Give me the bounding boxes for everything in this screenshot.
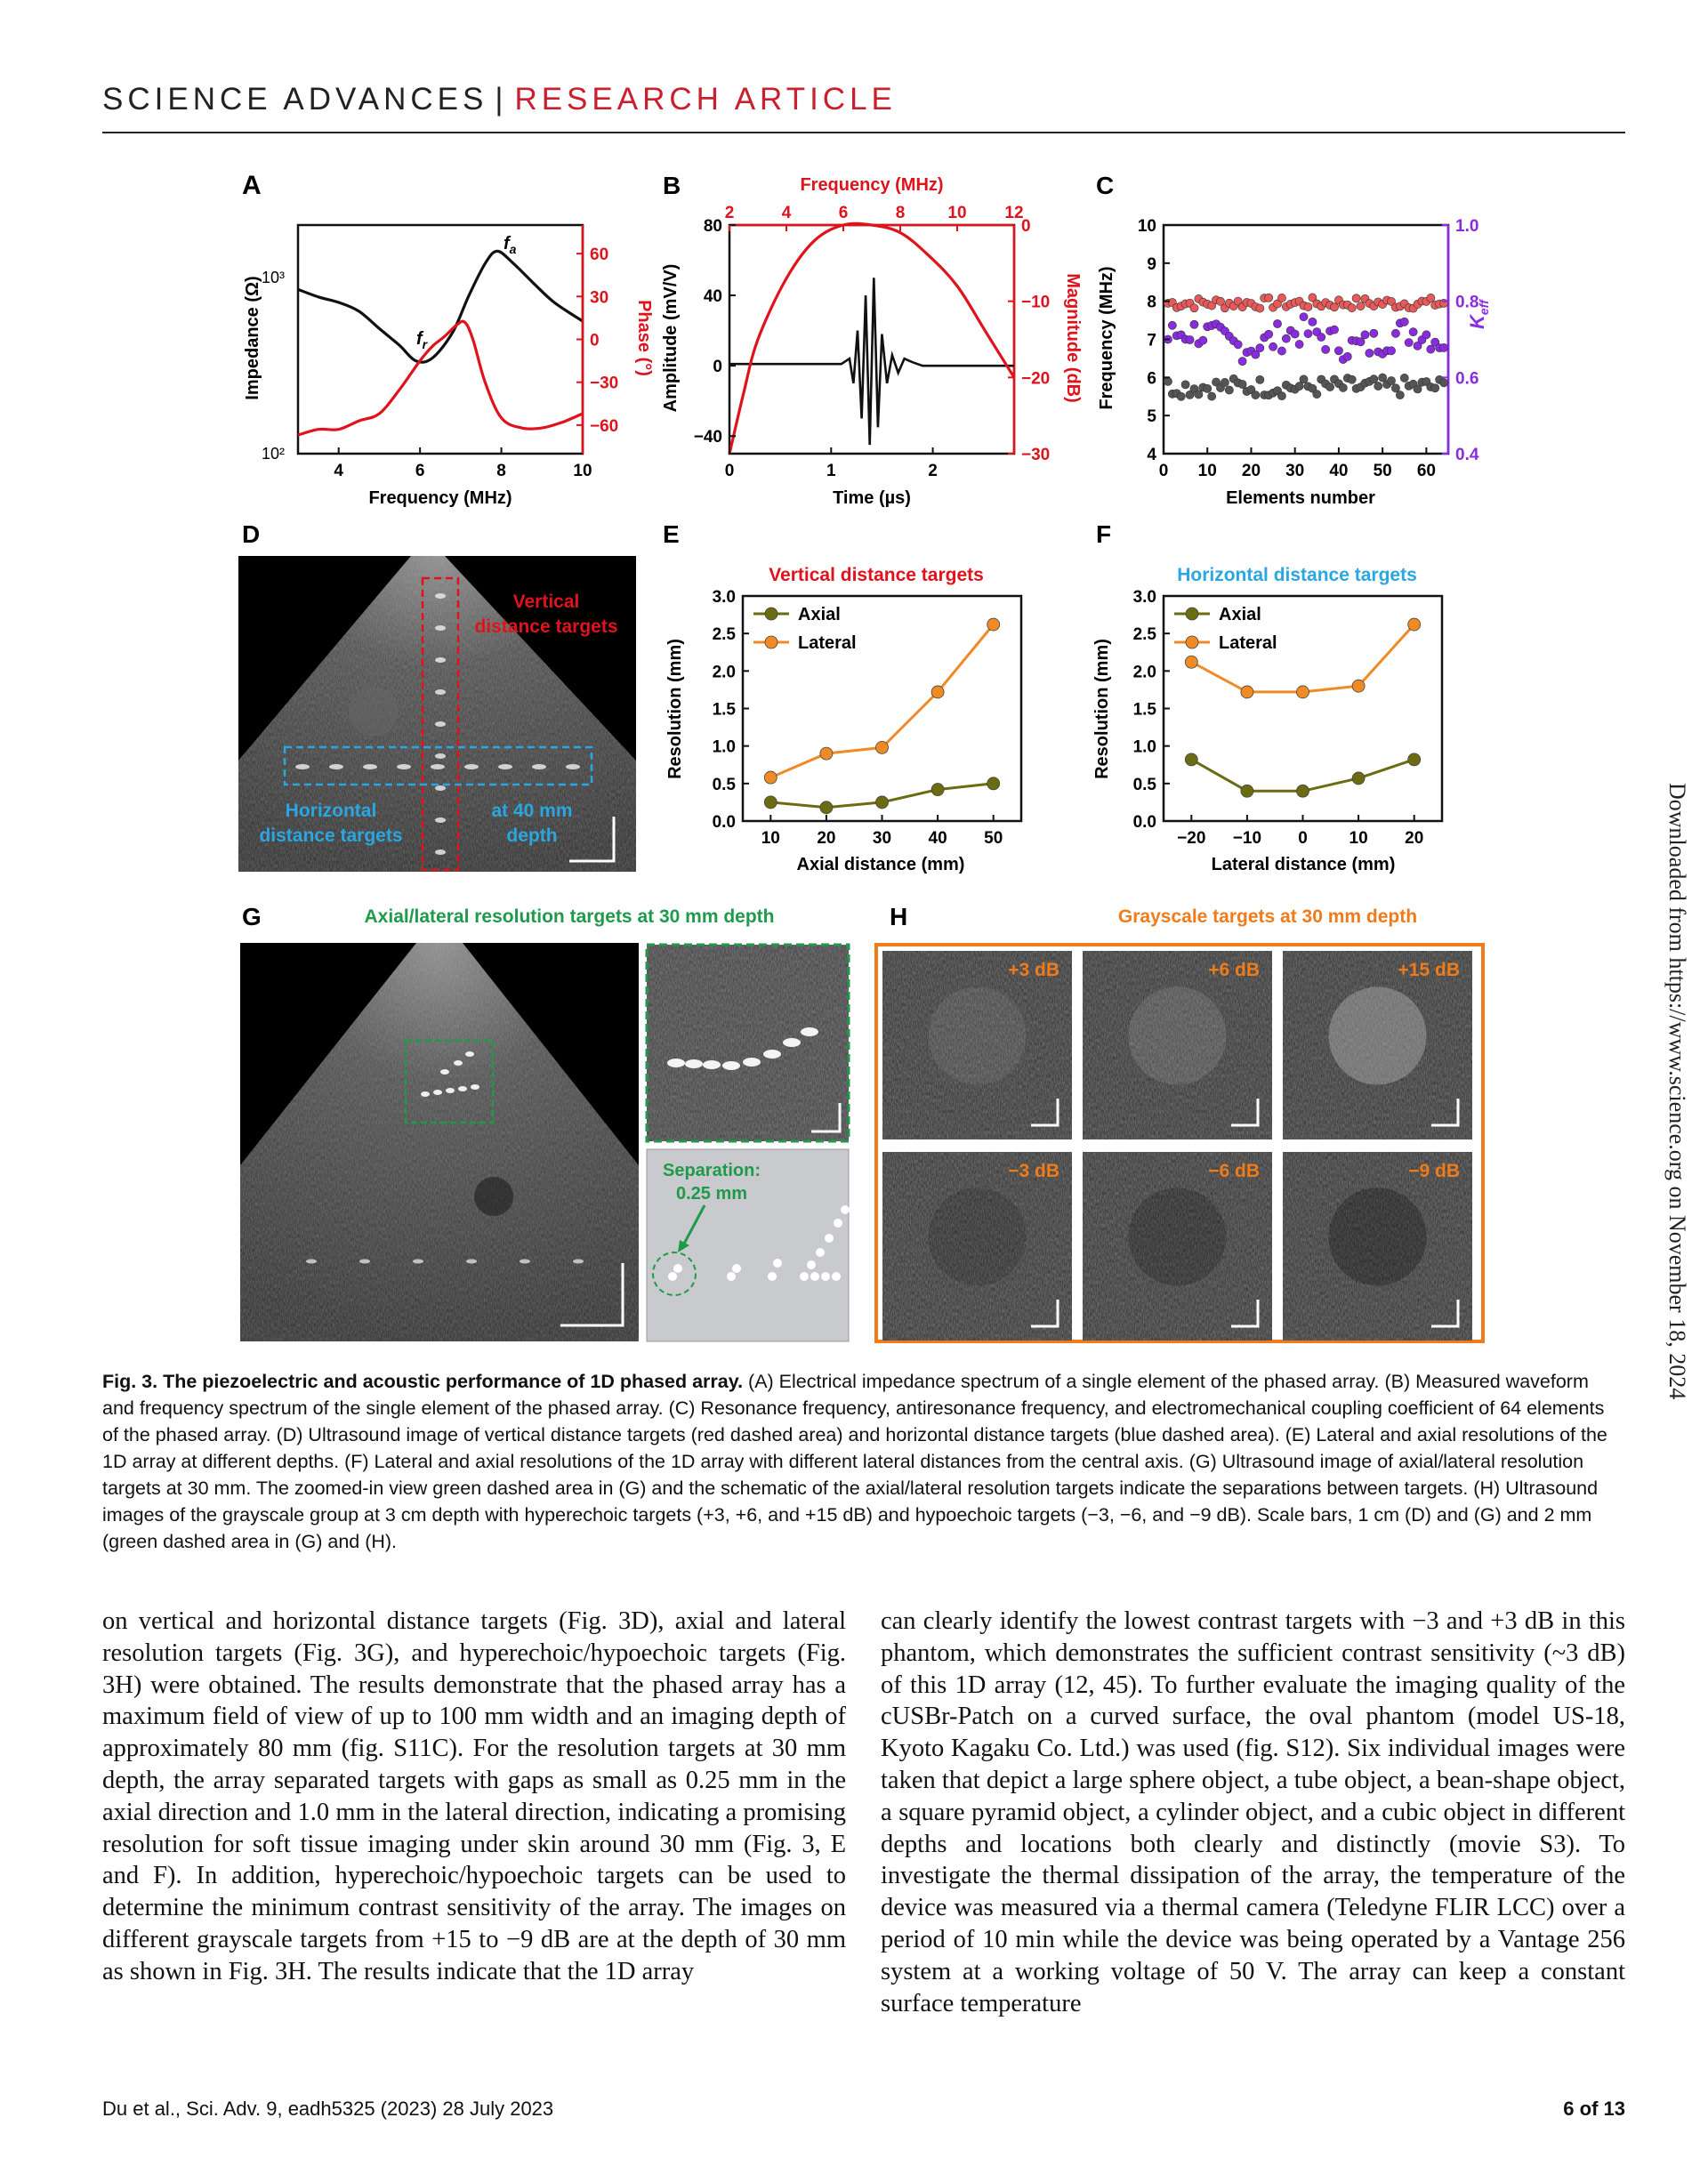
c-point-series-2	[1221, 378, 1229, 386]
e-ytick-label: 1.5	[712, 700, 736, 720]
b-x2label: Frequency (MHz)	[800, 175, 944, 195]
g-resolution-target	[465, 1051, 474, 1057]
h-cell-label: −9 dB	[1408, 1161, 1460, 1181]
c-point-series-0	[1265, 294, 1273, 302]
e-ytick-label: 0.0	[712, 813, 736, 832]
g-cyst-target	[474, 1177, 513, 1216]
e-xtick-label: 30	[872, 829, 892, 848]
g-resolution-target	[446, 1088, 455, 1093]
h-cell-label: +6 dB	[1208, 960, 1260, 980]
h-cell-label: −3 dB	[1008, 1161, 1059, 1181]
c-point-series-2	[1348, 375, 1356, 383]
c-point-series-2	[1339, 383, 1347, 391]
f-legend-label: Lateral	[1219, 633, 1277, 653]
d-horizontal-target	[464, 764, 479, 769]
c-point-series-1	[1366, 349, 1374, 357]
c-point-series-2	[1325, 382, 1333, 391]
d-vertical-target	[435, 625, 446, 631]
c-xtick-label: 40	[1329, 462, 1349, 480]
a-xtick-label: 10	[573, 462, 592, 480]
c-point-series-0	[1190, 304, 1198, 312]
b-x2tick-label: 10	[947, 204, 967, 222]
c-point-series-0	[1304, 302, 1312, 310]
h-cell-label: −6 dB	[1208, 1161, 1260, 1181]
f-xlabel: Lateral distance (mm)	[1211, 855, 1396, 874]
c-point-series-2	[1277, 392, 1285, 400]
c-point-series-2	[1370, 375, 1378, 383]
d-horizontal-target	[498, 764, 512, 769]
c-point-series-1	[1238, 358, 1246, 366]
c-point-series-1	[1370, 329, 1378, 337]
g-zoom-speckle	[647, 945, 849, 1141]
c-point-series-1	[1295, 340, 1303, 348]
f-ytick-label: 0.5	[1132, 775, 1156, 794]
f-point-axial	[1297, 785, 1309, 797]
e-point-axial	[820, 801, 833, 814]
c-point-series-1	[1322, 345, 1330, 353]
g-schematic-dot	[727, 1272, 736, 1281]
f-xtick-label: 0	[1298, 829, 1308, 848]
g-resolution-target	[440, 1069, 449, 1075]
b-ytick-label: 0	[713, 358, 722, 377]
a-xtick-label: 6	[415, 462, 425, 480]
section-name: RESEARCH ARTICLE	[514, 82, 897, 117]
g-resolution-target	[421, 1091, 430, 1097]
f-ytick-label: 1.5	[1132, 700, 1156, 720]
g-deep-target	[359, 1260, 370, 1264]
c-point-series-1	[1330, 326, 1338, 334]
b-x2tick-label: 4	[781, 204, 792, 222]
c-point-series-2	[1252, 391, 1260, 399]
f-ytick-label: 1.0	[1132, 737, 1156, 757]
f-point-lateral	[1185, 656, 1197, 668]
c-point-series-1	[1199, 336, 1207, 344]
d-horizontal-target	[431, 764, 445, 769]
g-deep-target	[573, 1260, 584, 1264]
c-point-series-2	[1208, 392, 1216, 400]
g-deep-target	[466, 1260, 477, 1264]
f-legend-marker	[1186, 636, 1198, 648]
e-point-lateral	[820, 747, 833, 760]
e-legend-marker	[765, 608, 777, 620]
c-point-series-0	[1439, 299, 1447, 307]
f-point-lateral	[1241, 686, 1253, 698]
c-point-series-1	[1422, 331, 1430, 339]
c-point-series-2	[1181, 381, 1189, 389]
g-deep-target	[520, 1260, 530, 1264]
d-vertical-target	[435, 721, 446, 727]
e-ytick-label: 2.0	[712, 663, 736, 682]
e-xtick-label: 40	[928, 829, 947, 848]
d-cyst-target	[349, 687, 399, 737]
g-separation-label: Separation:	[662, 1161, 761, 1180]
f-point-axial	[1408, 753, 1421, 766]
d-horizontal-target	[566, 764, 580, 769]
panel-f-chart	[1092, 565, 1442, 874]
g-resolution-target	[433, 1090, 442, 1095]
g-zoom-target	[763, 1050, 781, 1059]
c-ytick-label: 5	[1147, 407, 1156, 427]
c-point-series-0	[1256, 304, 1264, 312]
e-point-axial	[987, 777, 1000, 790]
download-notice	[1664, 783, 1699, 1405]
h-cell-label: +15 dB	[1398, 960, 1460, 980]
footer-page: 6 of 13	[1563, 2098, 1625, 2120]
b-xtick-label: 0	[724, 462, 735, 480]
b-y2tick-label: −20	[1021, 369, 1051, 389]
f-ytick-label: 2.0	[1132, 663, 1156, 682]
d-horizontal-label-1: Horizontal	[285, 801, 377, 821]
c-xtick-label: 20	[1241, 462, 1261, 480]
c-point-series-1	[1300, 313, 1308, 321]
c-xtick-label: 60	[1416, 462, 1436, 480]
g-schematic-dot	[821, 1272, 830, 1281]
c-point-series-2	[1396, 391, 1404, 399]
a-y2tick-label: 60	[590, 246, 609, 265]
g-schematic-dot	[800, 1272, 809, 1281]
b-ylabel: Amplitude (mV/V)	[661, 263, 681, 413]
g-schematic-dot	[841, 1205, 850, 1214]
g-schematic-dot	[807, 1260, 816, 1269]
b-xlabel: Time (µs)	[833, 488, 911, 508]
h-grayscale-target	[929, 1188, 1027, 1285]
c-xtick-label: 10	[1197, 462, 1217, 480]
b-y2tick-label: 0	[1021, 217, 1031, 236]
g-schematic-dot	[773, 1259, 782, 1268]
a-y2tick-label: 30	[590, 288, 609, 308]
a-ytick-100: 10²	[261, 445, 285, 463]
f-ytick-label: 3.0	[1132, 588, 1156, 607]
panel-letter-f: F	[1096, 520, 1112, 548]
g-schematic-dot	[732, 1264, 741, 1273]
c-point-series-1	[1317, 333, 1325, 341]
f-xtick-label: −10	[1232, 829, 1262, 848]
panel-letter-g: G	[242, 903, 262, 930]
e-point-lateral	[876, 741, 889, 753]
c-point-series-2	[1204, 384, 1212, 392]
c-point-series-1	[1334, 347, 1342, 355]
a-y2tick-label: −30	[590, 374, 619, 393]
c-ytick-label: 7	[1147, 331, 1156, 350]
c-ytick-label: 10	[1137, 217, 1156, 236]
a-annotation-fa: $f_a$	[504, 234, 517, 256]
b-x2tick-label: 2	[724, 204, 735, 222]
c-point-series-1	[1343, 352, 1351, 360]
e-legend-marker	[765, 636, 777, 648]
panel-e-chart	[665, 565, 1021, 874]
h-grayscale-target	[1329, 1188, 1427, 1285]
e-title: Vertical distance targets	[769, 565, 984, 585]
panel-g-ultrasound	[240, 906, 850, 1341]
h-grayscale-target	[1129, 986, 1227, 1084]
f-point-axial	[1185, 753, 1197, 766]
c-point-series-1	[1439, 343, 1447, 351]
e-point-axial	[764, 796, 777, 809]
c-point-series-0	[1330, 303, 1338, 311]
c-point-series-2	[1295, 382, 1303, 391]
c-point-series-2	[1439, 379, 1447, 387]
c-point-series-1	[1400, 318, 1408, 326]
c-point-series-1	[1265, 330, 1273, 338]
c-point-series-1	[1357, 338, 1365, 346]
h-title: Grayscale targets at 30 mm depth	[1117, 906, 1418, 927]
body-column-left: on vertical and horizontal distance targets (Fig. 3D), axial and lateral resolution targets (Fig. 3G), and hyperechoic/hypoechoic targets (Fig. 3H) were obtained. The results demonstrate that the phased array has a maximum field of view of up to 100 mm width and an imaging depth of approximately 80 mm (fig. S11C). For the resolution targets at 30 mm depth, the array separated targets with gaps as small as 0.25 mm in the axial direction and 1.0 mm in the lateral direction, indicating a promising resolution for soft tissue imaging under skin around 30 mm (Fig. 3, E and F). In addition, hyperechoic/hypoechoic targets can be used to determine the minimum contrast sensitivity of the array. The images on different grayscale targets from +15 to −9 dB are at the depth of 30 mm as shown in Fig. 3H. The results indicate that the 1D array	[102, 1607, 846, 1985]
e-ytick-label: 3.0	[712, 588, 736, 607]
g-zoom-target	[801, 1027, 818, 1036]
g-zoom-target	[667, 1059, 685, 1067]
d-horizontal-target	[295, 764, 310, 769]
c-point-series-2	[1400, 374, 1408, 382]
b-y2tick-label: −30	[1021, 446, 1051, 464]
f-xtick-label: −20	[1177, 829, 1206, 848]
g-schematic-dot	[834, 1219, 842, 1228]
f-legend-marker	[1186, 608, 1198, 620]
d-vertical-target	[435, 785, 446, 791]
c-point-series-2	[1177, 392, 1185, 400]
e-ytick-label: 1.0	[712, 737, 736, 757]
panel-c-chart	[1097, 217, 1491, 508]
b-y2label: Magnitude (dB)	[1063, 273, 1083, 403]
c-point-series-2	[1431, 384, 1439, 392]
f-ylabel: Resolution (mm)	[1092, 639, 1112, 779]
a-y2label: Phase (°)	[634, 300, 654, 376]
header-separator: |	[495, 82, 508, 117]
d-horizontal-target	[532, 764, 546, 769]
d-horizontal-target	[397, 764, 411, 769]
c-point-series-0	[1352, 294, 1360, 302]
journal-name: SCIENCE ADVANCES	[102, 82, 488, 117]
c-point-series-1	[1168, 321, 1176, 329]
b-ytick-label: 80	[703, 217, 722, 236]
c-point-series-1	[1309, 318, 1317, 326]
e-legend-label: Axial	[798, 605, 841, 624]
g-zoom-target	[743, 1058, 761, 1067]
e-point-lateral	[931, 686, 944, 698]
a-ytick-1000: 10³	[261, 269, 285, 286]
d-vertical-target	[435, 849, 446, 855]
g-deep-target	[306, 1260, 317, 1264]
c-point-series-1	[1304, 329, 1312, 337]
d-horizontal-target	[329, 764, 343, 769]
h-grayscale-target	[929, 986, 1027, 1084]
b-x2tick-label: 6	[838, 204, 849, 222]
d-vertical-target	[435, 593, 446, 599]
c-point-series-2	[1225, 386, 1233, 394]
c-point-series-1	[1361, 331, 1369, 339]
b-ytick-label: 40	[703, 287, 722, 307]
g-schematic-dot	[668, 1272, 677, 1281]
h-cell-label: +3 dB	[1008, 960, 1059, 980]
e-legend-label: Lateral	[798, 633, 857, 653]
f-point-lateral	[1408, 618, 1421, 631]
c-xtick-label: 50	[1373, 462, 1392, 480]
e-ytick-label: 2.5	[712, 625, 736, 645]
b-ytick-label: −40	[693, 428, 722, 447]
c-point-series-1	[1256, 344, 1264, 352]
d-vertical-target	[435, 817, 446, 823]
h-grayscale-target	[1129, 1188, 1227, 1285]
e-ytick-label: 0.5	[712, 775, 736, 794]
e-point-lateral	[987, 618, 1000, 631]
f-point-lateral	[1297, 686, 1309, 698]
panel-letter-d: D	[242, 520, 261, 548]
d-vertical-label-1: Vertical	[512, 592, 580, 612]
c-ytick-label: 6	[1147, 369, 1156, 389]
a-series-line-1	[298, 321, 583, 435]
e-ylabel: Resolution (mm)	[665, 639, 685, 779]
c-xlabel: Elements number	[1226, 488, 1375, 508]
c-point-series-2	[1300, 375, 1308, 383]
panel-b-chart	[661, 175, 1083, 508]
c-point-series-0	[1348, 304, 1356, 312]
panel-letter-h: H	[890, 903, 908, 930]
f-ytick-label: 0.0	[1132, 813, 1156, 832]
c-point-series-1	[1427, 345, 1435, 353]
c-point-series-0	[1427, 294, 1435, 302]
c-point-series-1	[1273, 319, 1281, 327]
g-schematic-dot	[832, 1272, 841, 1281]
d-vertical-target	[435, 753, 446, 759]
f-ytick-label: 2.5	[1132, 625, 1156, 645]
e-point-axial	[931, 784, 944, 796]
f-title: Horizontal distance targets	[1177, 565, 1417, 585]
panel-a-chart	[243, 225, 654, 508]
d-depth-label-1: at 40 mm	[491, 801, 573, 821]
c-point-series-1	[1269, 342, 1277, 350]
a-xtick-label: 8	[496, 462, 506, 480]
c-y2label: $K_{eff}$	[1466, 300, 1491, 329]
c-point-series-2	[1313, 391, 1321, 399]
panel-d-ultrasound	[238, 556, 636, 872]
f-xtick-label: 20	[1405, 829, 1424, 848]
g-schematic-dot	[816, 1248, 825, 1257]
c-point-series-2	[1238, 380, 1246, 388]
b-y2tick-label: −10	[1021, 293, 1051, 312]
c-point-series-2	[1387, 376, 1395, 384]
c-point-series-0	[1357, 302, 1365, 310]
g-zoom-target	[722, 1061, 740, 1070]
d-vertical-target	[435, 689, 446, 695]
a-y2tick-label: 0	[590, 331, 600, 350]
c-point-series-0	[1277, 294, 1285, 302]
f-xtick-label: 10	[1349, 829, 1368, 848]
panel-letter-c: C	[1096, 172, 1115, 199]
d-depth-label-2: depth	[506, 825, 558, 846]
b-x2tick-label: 8	[895, 204, 906, 222]
g-resolution-target	[471, 1084, 479, 1090]
c-point-series-1	[1186, 335, 1194, 343]
c-point-series-1	[1409, 328, 1417, 336]
c-y2tick-label: 0.4	[1455, 446, 1479, 464]
c-point-series-1	[1190, 320, 1198, 328]
c-ytick-label: 4	[1147, 446, 1156, 464]
f-point-axial	[1241, 785, 1253, 797]
c-ylabel: Frequency (MHz)	[1097, 266, 1116, 410]
b-xtick-label: 1	[826, 462, 836, 480]
g-zoom-target	[703, 1060, 721, 1069]
f-legend-label: Axial	[1219, 605, 1261, 624]
body-column-right: can clearly identify the lowest contrast targets with −3 and +3 dB in this phantom, which demonstrates the sufficient contrast sensitivity (~3 dB) of this 1D array (12, 45). To further evaluate the imaging quality of the cUSBr-Patch on a curved surface, the oval phantom (model US-18, Kyoto Kagaku Co. Ltd.) was used (fig. S12). Six individual images were taken that depict a large sphere object, a tube object, a bean-shape object, a square pyramid object, a cylinder object, and a cubic object in different depths and locations both clearly and distinctly (movie S3). To investigate the thermal dissipation of the array, the temperature of the device was measured via a thermal camera (Teledyne FLIR LCC) over a period of 10 min while the device was being operated by a Vantage 256 system at a working voltage of 50 V. The array can keep a constant surface temperature	[881, 1607, 1625, 2017]
c-point-series-2	[1256, 375, 1264, 383]
e-xlabel: Axial distance (mm)	[796, 855, 965, 874]
g-resolution-target	[454, 1060, 463, 1066]
panel-e-frame	[743, 596, 1021, 821]
e-point-lateral	[764, 771, 777, 784]
c-point-series-1	[1234, 341, 1242, 349]
c-point-series-2	[1195, 391, 1203, 399]
panel-h-grayscale	[876, 906, 1483, 1341]
a-xlabel: Frequency (MHz)	[368, 488, 512, 508]
a-annotation-fr: $f_r$	[416, 329, 428, 351]
c-y2tick-label: 0.8	[1455, 293, 1479, 312]
g-title: Axial/lateral resolution targets at 30 mm depth	[364, 906, 775, 927]
c-point-series-1	[1387, 347, 1395, 355]
g-zoom-target	[783, 1038, 801, 1047]
a-y2tick-label: −60	[590, 416, 619, 436]
c-ytick-label: 9	[1147, 254, 1156, 274]
caption-fig-label: Fig. 3. The piezoelectric and acoustic performance of 1D phased array.	[102, 1371, 744, 1392]
c-point-series-1	[1405, 339, 1413, 347]
panel-letter-e: E	[663, 520, 680, 548]
c-y2tick-label: 1.0	[1455, 217, 1479, 236]
g-deep-target	[413, 1260, 423, 1264]
g-zoom-target	[685, 1059, 703, 1068]
e-xtick-label: 50	[984, 829, 1003, 848]
g-schematic-dot	[810, 1272, 819, 1281]
g-schematic-dot	[768, 1272, 777, 1281]
h-grayscale-target	[1329, 986, 1427, 1084]
panel-letter-a: A	[242, 171, 262, 200]
c-xtick-label: 30	[1285, 462, 1305, 480]
d-vertical-label-2: distance targets	[474, 616, 618, 637]
g-separation-value: 0.25 mm	[675, 1184, 748, 1204]
g-schematic-dot	[673, 1264, 682, 1273]
a-xtick-label: 4	[334, 462, 344, 480]
f-point-axial	[1352, 772, 1365, 785]
c-ytick-label: 8	[1147, 293, 1156, 312]
e-xtick-label: 10	[761, 829, 780, 848]
c-point-series-1	[1391, 329, 1399, 337]
figure-caption	[102, 1368, 1625, 1555]
c-point-series-1	[1291, 330, 1299, 338]
footer-citation: Du et al., Sci. Adv. 9, eadh5325 (2023) 28 July 2023	[102, 2098, 554, 2120]
g-resolution-target	[458, 1086, 467, 1091]
f-point-lateral	[1352, 680, 1365, 692]
download-notice-text: Downloaded from https://www.science.org on November 18, 2024	[1664, 783, 1690, 1400]
d-horizontal-target	[363, 764, 377, 769]
c-y2tick-label: 0.6	[1455, 369, 1479, 389]
a-series-line-0	[298, 251, 583, 362]
c-point-series-1	[1282, 334, 1290, 342]
panel-letter-b: B	[663, 172, 681, 199]
c-xtick-label: 0	[1158, 462, 1169, 480]
e-point-axial	[876, 796, 889, 809]
c-point-series-1	[1277, 347, 1285, 355]
b-x2tick-label: 12	[1004, 204, 1024, 222]
caption-text: (A) Electrical impedance spectrum of a single element of the phased array. (B) Measured waveform and frequency spectrum of the single element of the phased array. (C) Resonance frequency, antiresonance frequency, and electromechanical coupling coefficient of 64 elements of the phased array. (D) Ultrasound image of vertical distance targets (red dashed area) and horizontal distance targets (blue dashed area). (E) Lateral and axial resolutions of the 1D array at different depths. (F) Lateral and axial resolutions of the 1D array with different lateral distances from the central axis. (G) Ultrasound image of axial/lateral resolution targets at 30 mm. The zoomed-in view green dashed area in (G) and the schematic of the axial/lateral resolution targets indicate the separations between targets. (H) Ultrasound images of the grayscale group at 3 cm depth with hyperechoic targets (+3, +6, and +15 dB) and hypoechoic targets (−3, −6, and −9 dB). Scale bars, 1 cm (D) and (G) and 2 mm (green dashed area in (G) and (H).	[102, 1371, 1607, 1552]
c-point-series-2	[1164, 377, 1172, 385]
a-ylabel: Impedance (Ω)	[243, 276, 262, 400]
g-schematic-dot	[825, 1234, 834, 1243]
e-xtick-label: 20	[817, 829, 836, 848]
d-vertical-target	[435, 657, 446, 663]
b-xtick-label: 2	[928, 462, 938, 480]
d-horizontal-label-2: distance targets	[259, 825, 403, 846]
c-point-series-2	[1374, 382, 1382, 390]
